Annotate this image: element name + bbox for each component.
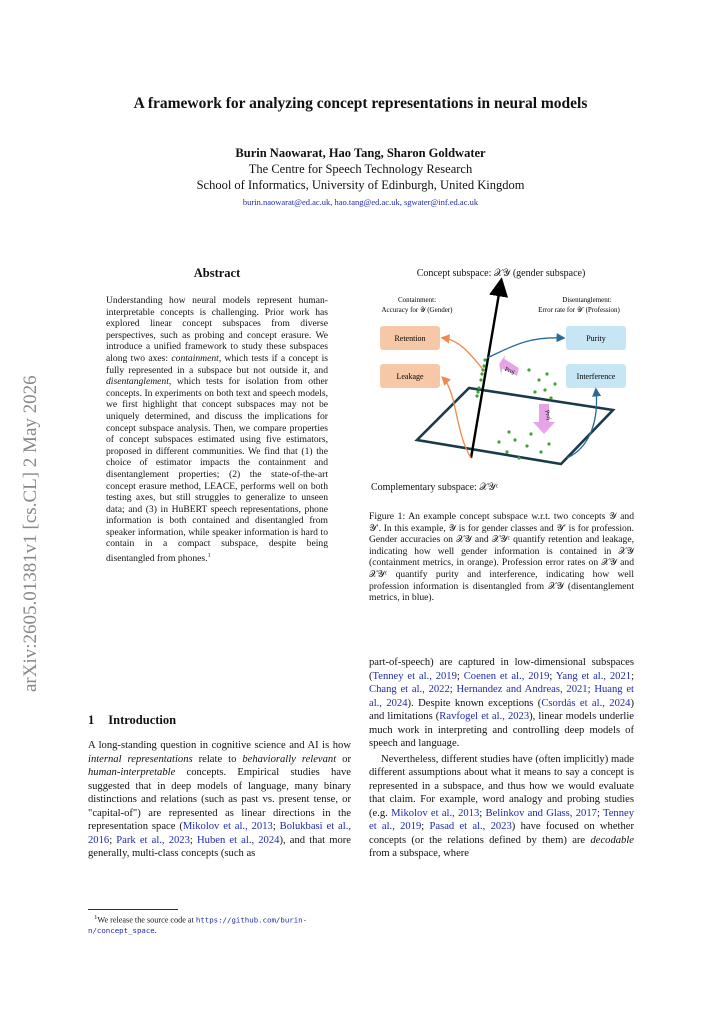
data-point — [545, 372, 548, 375]
source-code-link[interactable]: https://github.com/burin-n/concept_space — [88, 915, 308, 936]
intro-emphasis: behaviorally relevant — [242, 753, 337, 765]
affiliation-line-1: The Centre for Speech Technology Research — [248, 162, 473, 176]
data-point — [477, 386, 480, 389]
body-emphasis: decodable — [590, 834, 634, 846]
citation-link[interactable]: Csordás et al., 2024 — [541, 697, 631, 709]
intro-text: ; — [272, 821, 280, 832]
footnote — [88, 913, 351, 937]
body-text: ) have focused on whether concepts (or the relations defined by them) are — [369, 821, 635, 846]
data-point — [537, 378, 540, 381]
data-point — [543, 388, 546, 391]
affiliation-line-2: School of Informatics, University of Edinburgh, United Kingdom — [196, 178, 525, 192]
citation-link[interactable]: Yang et al., 2021 — [555, 670, 632, 682]
body-text: ; — [449, 684, 457, 695]
citation-link[interactable]: Pasad et al., 2023 — [429, 821, 512, 832]
citation-link[interactable]: Huben et al., 2024 — [197, 834, 280, 846]
intro-text: A long-standing question in cognitive science and AI is how — [88, 740, 351, 751]
body-text: part-of-speech) are captured in low-dimensional subspaces ( — [369, 657, 634, 682]
disentanglement-title: Disentanglement: — [562, 296, 612, 304]
body-text: ; — [587, 684, 595, 695]
citation-link[interactable]: Bolukbasi et al., 2016 — [88, 821, 351, 846]
intro-text: ; — [109, 834, 117, 846]
right-column-body — [369, 656, 634, 861]
data-point — [525, 444, 528, 447]
arxiv-stamp — [8, 300, 48, 700]
body-text: ; — [456, 670, 464, 682]
data-point — [549, 396, 552, 399]
data-point — [479, 378, 482, 381]
proj-complement-label: Proj — [543, 409, 552, 421]
retention-label: Retention — [394, 334, 426, 343]
section-title: Introduction — [108, 713, 177, 727]
interference-arrow — [567, 390, 597, 458]
author-list: Burin Naowarat, Hao Tang, Sharon Goldwater — [235, 146, 486, 160]
arxiv-stamp-svg — [8, 300, 48, 700]
citation-link[interactable]: Ravfogel et al., 2023 — [439, 711, 530, 722]
citation-link[interactable]: Coenen et al., 2019 — [463, 670, 550, 682]
abstract-body — [106, 295, 328, 565]
paper-title: A framework for analyzing concept representations in neural models — [133, 95, 588, 112]
introduction-body — [88, 739, 351, 861]
intro-text: concepts. Empirical studies have suggested that in deep models of language, many binary distinctions and relations (such as past vs. present tense, or "capital-of") are represented as linear directions in the representation space ( — [88, 767, 351, 832]
paragraph — [369, 656, 634, 751]
intro-text: or — [336, 753, 351, 765]
citation-link[interactable]: Mikolov et al., 2013 — [391, 807, 480, 819]
abstract-term-disentanglement: disentanglement — [106, 376, 169, 388]
proj-label: Proj — [503, 366, 516, 376]
footnote-text: We release the source code at — [97, 915, 196, 925]
data-point — [533, 390, 536, 393]
intro-text: ; — [189, 834, 197, 846]
body-text: ; — [596, 807, 603, 819]
abstract-text: Understanding how neural models represent human-interpretable concepts is challenging. Prior work has explored linear concept subspaces from diverse perspectives, such as probing and concept erasure. We introduce a unified framework to study these subspaces along two axes: — [106, 295, 328, 364]
intro-emphasis: internal representations — [88, 753, 193, 765]
footnote-text: . — [154, 926, 157, 936]
section-number: 1 — [88, 713, 95, 727]
retention-arrow — [443, 338, 485, 372]
data-point — [547, 442, 550, 445]
data-point — [527, 368, 530, 371]
intro-text: ), and that more generally, multi-class concepts (such as — [88, 834, 352, 859]
data-point — [505, 450, 508, 453]
citation-link[interactable]: Hernandez and Andreas, 2021 — [456, 684, 588, 695]
data-point — [507, 430, 510, 433]
body-text: ; — [421, 821, 430, 832]
abstract-heading: Abstract — [193, 266, 241, 280]
containment-subtitle: Accuracy for 𝒴 (Gender) — [381, 306, 453, 314]
containment-title: Containment: — [397, 296, 437, 304]
body-text: ; — [631, 670, 635, 682]
body-text: ), linear models underlie much work in interpreting and controlling deep models of speech and language. — [369, 711, 634, 749]
section-heading-introduction — [88, 713, 176, 728]
disentanglement-subtitle: Error rate for 𝒴′ (Profession) — [538, 306, 620, 314]
data-point — [481, 368, 484, 371]
data-point — [553, 382, 556, 385]
abstract-text: , which tests for isolation from other concepts. In experiments on both text and speech models, we first highlight that concept subspaces may not be uniquely determined, and discuss the implications for concept subspace analysis. Then, we compare properties of concept subspaces estimated using five estimators, proposed in different communities. We find that (1) the choice of estimator impacts the containment and disentanglement properties; (2) the state-of-the-art concept erasure method, LEACE, performs well on both testing axes, but still struggles to generalize to unseen data; and (3) in HuBERT speech representations, phone information is both contained and disentangled from speaker information, while speaker information is hard to contain in a compact subspace, despite being disentangled from phones. — [106, 376, 328, 565]
arxiv-stamp-text: arXiv:2605.01381v1 [cs.CL] 2 May 2026 — [20, 375, 41, 692]
purity-arrow — [487, 338, 563, 358]
figure-1 — [369, 262, 634, 502]
citation-link[interactable]: Huang et al., 2024 — [369, 684, 634, 709]
intro-emphasis: human-interpretable — [88, 767, 176, 778]
data-point — [517, 456, 520, 459]
body-text: ) and limitations ( — [369, 697, 634, 722]
body-text: ; — [479, 807, 486, 819]
concept-subspace-diagram — [369, 262, 634, 502]
data-point — [483, 358, 486, 361]
paragraph — [369, 753, 634, 861]
abstract-term-containment: containment — [171, 352, 219, 364]
citation-link[interactable]: Tenney et al., 2019 — [372, 670, 457, 682]
concept-subspace-label: Concept subspace: 𝒳𝒴 (gender subspace) — [416, 268, 586, 279]
figure-1-caption: Figure 1: An example concept subspace w.r.t. two concepts 𝒴 and 𝒴′. In this example, 𝒴 is for gender classes and 𝒴′ is for profession. Gender accuracies on 𝒳𝒴 and 𝒳𝒴ᶜ quantify retention and leakage, indicating how well gender information is contained in 𝒳𝒴 (containment metrics, in orange). Profession error rates on 𝒳𝒴 and 𝒳𝒴ᶜ quantify purity and interference, indicating how well profession information is disentangled from 𝒳𝒴 (disentanglement metrics, in blue). — [369, 511, 634, 604]
leakage-label: Leakage — [396, 372, 424, 381]
abstract-text: , which tests if a concept is fully represented in a subspace but not outside it, and — [106, 352, 328, 376]
body-text: ). Despite known exceptions ( — [407, 697, 542, 709]
citation-link[interactable]: Mikolov et al., 2013 — [182, 821, 273, 832]
data-point — [513, 438, 516, 441]
citation-link[interactable]: Park et al., 2023 — [116, 834, 190, 846]
footnote-rule — [88, 909, 178, 910]
data-point — [497, 440, 500, 443]
footnote-marker[interactable]: 1 — [207, 552, 211, 560]
complementary-plane — [417, 388, 613, 464]
concept-axis-arrow — [471, 282, 501, 458]
body-text: ; — [549, 670, 556, 682]
data-point — [476, 390, 479, 393]
author-emails[interactable]: burin.naowarat@ed.ac.uk, hao.tang@ed.ac.uk, sgwater@inf.ed.ac.uk — [242, 197, 479, 207]
purity-label: Purity — [586, 334, 606, 343]
data-point — [539, 450, 542, 453]
footnote-number: 1 — [94, 914, 98, 921]
data-point — [529, 432, 532, 435]
citation-link[interactable]: Chang et al., 2022 — [369, 684, 450, 695]
data-point — [480, 372, 483, 375]
complementary-subspace-label: Complementary subspace: 𝒳𝒴ᶜ — [371, 482, 499, 493]
citation-link[interactable]: Tenney et al., 2019 — [369, 807, 635, 832]
citation-link[interactable]: Belinkov and Glass, 2017 — [485, 807, 597, 819]
intro-text: relate to — [192, 753, 243, 765]
body-text: Nevertheless, different studies have (often implicitly) made different assumptions about what it means to say a concept is represented in a subspace, and thus how we would evaluate that claim. For example, word analogy and probing studies (e.g. — [369, 753, 634, 819]
data-point — [475, 394, 478, 397]
body-text: from a subspace, where — [369, 848, 470, 859]
interference-label: Interference — [576, 372, 616, 381]
data-point — [482, 364, 485, 367]
